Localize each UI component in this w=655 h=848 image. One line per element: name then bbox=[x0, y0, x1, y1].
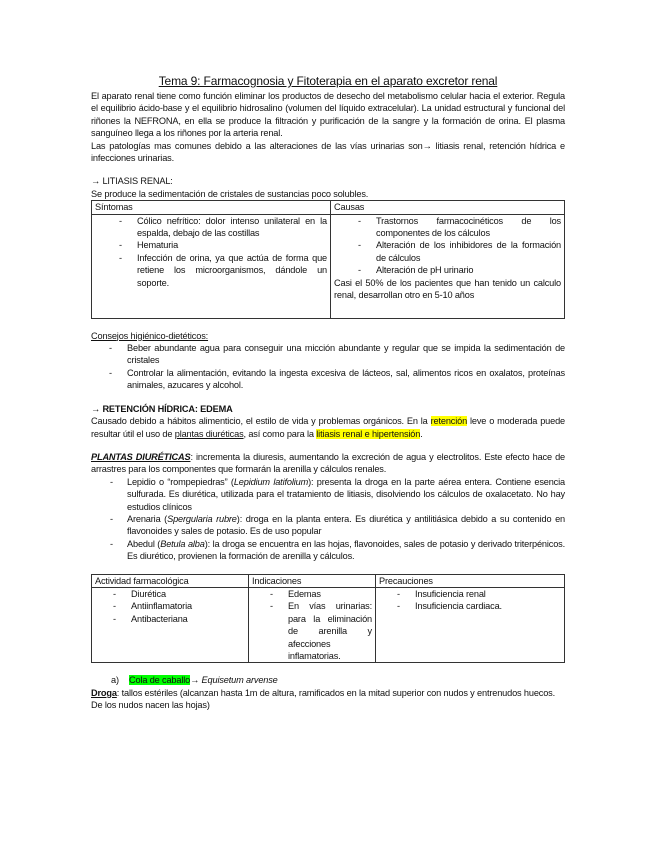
list-item: - Insuficiencia cardiaca. bbox=[379, 600, 561, 612]
page-title: Tema 9: Farmacognosia y Fitoterapia en el aparato excretor renal bbox=[158, 74, 498, 88]
plantas-diureticas-link-text: plantas diuréticas bbox=[174, 428, 244, 439]
col-header-causas: Causas bbox=[331, 201, 565, 214]
list-item: - Hematuria bbox=[95, 239, 327, 251]
actividad-cell bbox=[92, 587, 249, 662]
list-item: - En vías urinarias: para la eliminación de arenilla y afecciones inflamatorias. bbox=[252, 600, 372, 662]
pharmacology-table bbox=[91, 574, 565, 664]
list-item-lepidio: - Lepidio o “rompepiedras” (Lepidium latifolium): presenta la droga en la parte aérea entera. Contiene esencia sulfurada. Es diurética, utilizada para el tratamiento de litiasis, disolviendo los cálculos de oxalacetato. No hay estudios clínicos bbox=[91, 476, 565, 513]
list-item: - Beber abundante agua para conseguir una micción abundante y regular que se impida la sedimentación de cristales bbox=[91, 342, 565, 367]
list-item: - Controlar la alimentación, evitando la ingesta excesiva de lácteos, sal, alimentos ricos en oxalatos, proteínas animales, azucares y alcohol. bbox=[91, 367, 565, 392]
list-item: - Alteración de pH urinario bbox=[334, 264, 561, 276]
col-header-actividad: Actividad farmacológica bbox=[92, 574, 249, 587]
list-item: - Antiinflamatoria bbox=[95, 600, 245, 612]
litiasis-heading: → LITIASIS RENAL: bbox=[91, 176, 173, 187]
list-item: - Infección de orina, ya que actúa de forma que retiene los microorganismos, dándole un soporte. bbox=[95, 252, 327, 289]
consejos-heading: Consejos higiénico-dietéticos: bbox=[91, 330, 209, 341]
list-item: - Diurética bbox=[95, 588, 245, 600]
litiasis-table bbox=[91, 200, 565, 318]
droga-label: Droga bbox=[91, 687, 117, 698]
document-page bbox=[91, 74, 565, 712]
list-item-abedul: - Abedul (Betula alba): la droga se encuentra en las hojas, flavonoides, sales de potasio y derivado triterpénicos. Es diurético, provienen la formación de arenilla y cálculos. bbox=[91, 538, 565, 563]
list-item: - Antibacteriana bbox=[95, 613, 245, 625]
highlight-cola: Cola de caballo bbox=[129, 675, 191, 686]
plantas-label: PLANTAS DIURÉTICAS bbox=[91, 451, 191, 462]
col-header-indicaciones: Indicaciones bbox=[249, 574, 376, 587]
col-header-sintomas: Síntomas bbox=[92, 201, 331, 214]
list-item: - Edemas bbox=[252, 588, 372, 600]
retencion-heading: → RETENCIÓN HÍDRICA: EDEMA bbox=[91, 403, 233, 414]
causas-note: Casi el 50% de los pacientes que han tenido un calculo renal, desarrollan otro en 5-10 años bbox=[334, 277, 561, 301]
sintomas-cell bbox=[92, 214, 331, 318]
list-item: - Trastornos farmacocinéticos de los componentes de los cálculos bbox=[334, 215, 561, 240]
intro-paragraph: El aparato renal tiene como función eliminar los productos de desecho del metabolismo celular hacia el exterior. Regula el equilibrio ácido-base y el equilibrio hidrosalino (volumen del líquido extracelular). La unidad estructural y funcional del riñones la NEFRONA, en ella se produce la filtración y purificación de la sangre y la formación de orina. El plasma sanguíneo llega a los riñones por la arteria renal. bbox=[91, 91, 565, 139]
list-item: - Alteración de los inhibidores de la formación de cálculos bbox=[334, 239, 561, 264]
litiasis-desc: Se produce la sedimentación de cristales de sustancias poco solubles. bbox=[91, 188, 369, 199]
highlight-litiasis: litiasis renal e hipertensión bbox=[316, 428, 421, 439]
retencion-paragraph: Causado debido a hábitos alimenticio, el estilo de vida y problemas orgánicos. En la retención leve o moderada puede resultar útil el uso de plantas diuréticas, así como para la litiasis renal e hipertensión. bbox=[91, 416, 566, 439]
indicaciones-cell bbox=[249, 587, 376, 662]
list-item: - Insuficiencia renal bbox=[379, 588, 561, 600]
list-item: - Cólico nefrítico: dolor intenso unilateral en la espalda, debajo de las costillas bbox=[95, 215, 327, 240]
highlight-retencion: retención bbox=[430, 416, 468, 427]
list-item-arenaria: - Arenaria (Spergularia rubre): droga en la planta entera. Es diurética y antilitiásica debido a su contenido en flavonoides y sales de potasio. Es de uso popular bbox=[91, 513, 565, 538]
cola-de-caballo-heading: a) Cola de caballo→ Equisetum arvense bbox=[111, 675, 278, 686]
droga-paragraph: Droga: tallos estériles (alcanzan hasta 1m de altura, ramificados en la mitad superior con nudos y entrenudos huecos. De los nudos nacen las hojas) bbox=[91, 687, 556, 711]
plantas-paragraph: PLANTAS DIURÉTICAS: incrementa la diuresis, aumentando la excreción de agua y electrolitos. Este efecto hace de arrastres para los componentes que formarán la arenilla y cálculos renales. bbox=[91, 451, 566, 475]
pathologies-paragraph: Las patologías mas comunes debido a las alteraciones de las vías urinarias son→ litiasis renal, retención hídrica e infecciones urinarias. bbox=[91, 140, 565, 164]
precauciones-cell bbox=[376, 587, 565, 662]
col-header-precauciones: Precauciones bbox=[376, 574, 565, 587]
causas-cell bbox=[331, 214, 565, 318]
